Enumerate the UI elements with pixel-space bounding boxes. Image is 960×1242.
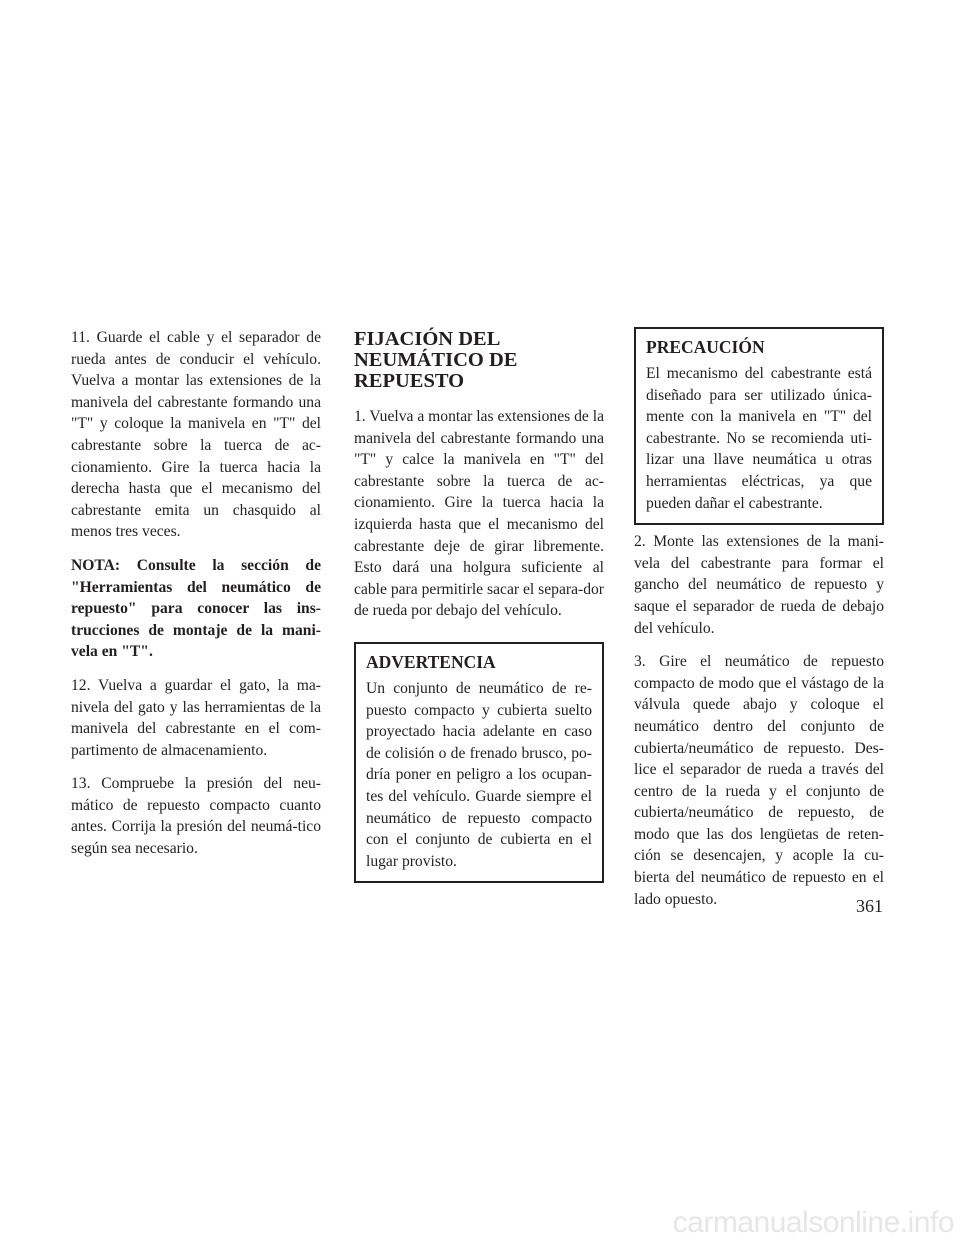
- heading-line-2: NEUMÁTICO DE: [354, 349, 518, 371]
- step-1-text: 1. Vuelva a montar las extensiones de la manivela del cabrestante formando una "T" y calce la manivela en "T" del cabrestante sobre la tuerca de ac-cionamiento. Gire la tuerca hacia la izquierda hasta que el mecanismo del cabrestante deje de girar libremente. Esto dará una holgura suficiente al cable para permitirle sacar el separa-dor de rueda por debajo del vehículo.: [354, 408, 604, 620]
- middle-column: [354, 327, 604, 895]
- right-column: [634, 327, 884, 922]
- heading-line-1: FIJACIÓN DEL: [354, 328, 501, 350]
- section-heading: [354, 329, 604, 392]
- page-number: 361: [856, 896, 883, 916]
- step-2-text: 2. Monte las extensiones de la mani-vela del cabestrante para formar el gancho del neumático de repuesto y saque el separador de rueda de debajo del vehículo.: [634, 533, 884, 637]
- warning-title: ADVERTENCIA: [366, 651, 496, 672]
- step-13-text: 13. Compruebe la presión del neu-mático de repuesto compacto cuanto antes. Corrija la presión del neumá-tico según sea necesario.: [71, 775, 321, 858]
- step-12-text: 12. Vuelva a guardar el gato, la ma-nivela del gato y las herramientas de la manivela del cabrestante en el com-partimento de almacenamiento.: [71, 676, 321, 759]
- watermark-bar: [0, 1205, 960, 1242]
- warning-text: Un conjunto de neumático de re-puesto compacto y cubierta suelto proyectado hacia adelante en caso de colisión o de frenado brusco, po-dría poner en peligro a los ocupan-tes del vehículo. Guarde siempre el neumático de repuesto compacto con el conjunto de cubierta en el lugar provisto.: [366, 679, 592, 870]
- caution-box: [634, 327, 884, 525]
- heading-line-3: REPUESTO: [354, 370, 465, 392]
- note-text: NOTA: Consulte la sección de "Herramientas del neumático de repuesto" para conocer las ins-trucciones de montaje de la mani-vela en "T".: [71, 556, 321, 661]
- step-11-text: 11. Guarde el cable y el separador de rueda antes de conducir el vehículo. Vuelva a montar las extensiones de la manivela del cabrestante formando una "T" y coloque la manivela en "T" del cabrestante sobre la tuerca de ac-cionamiento. Gire la tuerca hacia la derecha hasta que el mecanismo del cabrestante emita un chasquido al menos tres veces.: [71, 329, 321, 541]
- caution-title: PRECAUCIÓN: [646, 337, 765, 357]
- left-column: [71, 327, 321, 872]
- watermark-text: carmanualsonline.info: [672, 1206, 954, 1239]
- step-3-text: 3. Gire el neumático de repuesto compacto de modo que el vástago de la válvula quede abajo y coloque el neumático dentro del conjunto de cubierta/neumático de repuesto. Des-lice el separador de rueda a través del centro de la rueda y el conjunto de cubierta/neumático de repuesto, de modo que las dos lengüetas de reten-ción se desencajen, y acople la cu-bierta del neumático de repuesto en el lado opuesto.: [634, 653, 884, 908]
- caution-text: El mecanismo del cabestrante está diseñado para ser utilizado única-mente con la manivela en "T" del cabestrante. No se recomienda uti-lizar una llave neumática u otras herramientas eléctricas, ya que pueden dañar el cabestrante.: [646, 365, 872, 512]
- warning-box: [354, 642, 604, 883]
